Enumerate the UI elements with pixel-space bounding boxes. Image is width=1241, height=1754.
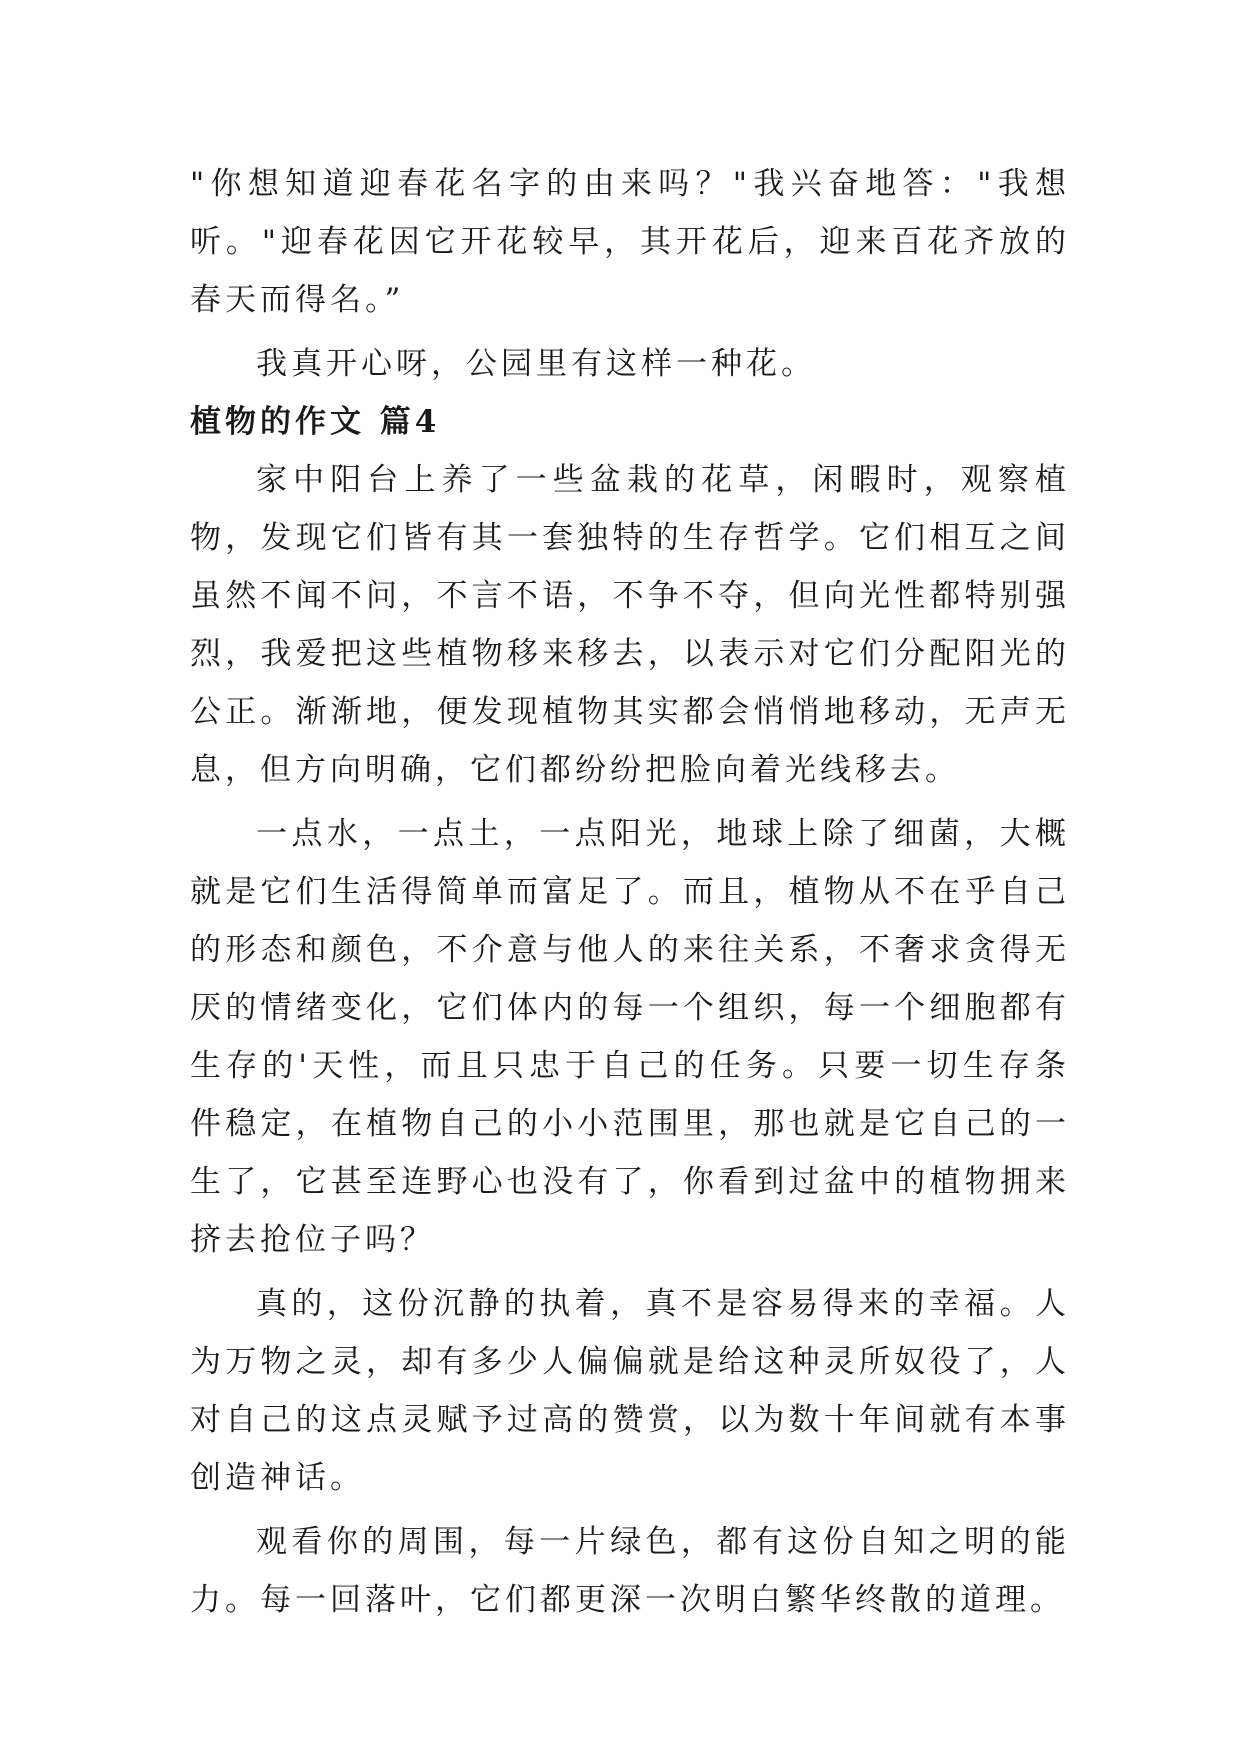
document-page	[190, 155, 1070, 1629]
paragraph-dialogue: "你想知道迎春花名字的由来吗？"我兴奋地答："我想听。"迎春花因它开花较早，其开花后，迎来百花齐放的春天而得名。”	[190, 166, 1070, 318]
paragraph-3: 真的，这份沉静的执着，真不是容易得来的幸福。人为万物之灵，却有多少人偏偏就是给这种灵所奴役了，人对自己的这点灵赋予过高的赞赏，以为数十年间就有本事创造神话。	[190, 1286, 1070, 1496]
paragraph-closing: 我真开心呀，公园里有这样一种花。	[256, 346, 816, 382]
section-heading: 植物的作文 篇4	[190, 404, 441, 440]
paragraph-2: 一点水，一点土，一点阳光，地球上除了细菌，大概就是它们生活得简单而富足了。而且，植物从不在乎自己的形态和颜色，不介意与他人的来往关系，不奢求贪得无厌的情绪变化，它们体内的每一个组织，每一个细胞都有生存的'天性，而且只忠于自己的任务。只要一切生存条件稳定，在植物自己的小小范围里，那也就是它自己的一生了，它甚至连野心也没有了，你看到过盆中的植物拥来挤去抢位子吗？	[190, 816, 1070, 1258]
paragraph-4: 观看你的周围，每一片绿色，都有这份自知之明的能力。每一回落叶，它们都更深一次明白繁华终散的道理。	[190, 1524, 1070, 1618]
paragraph-1: 家中阳台上养了一些盆栽的花草，闲暇时，观察植物，发现它们皆有其一套独特的生存哲学。它们相互之间虽然不闻不问，不言不语，不争不夺，但向光性都特别强烈，我爱把这些植物移来移去，以表示对它们分配阳光的公正。渐渐地，便发现植物其实都会悄悄地移动，无声无息，但方向明确，它们都纷纷把脸向着光线移去。	[190, 462, 1070, 788]
